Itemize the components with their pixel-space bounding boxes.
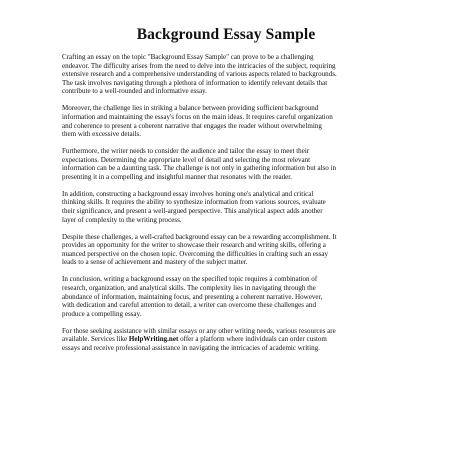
- paragraph-line: information and maintaining the essay's focus on the main ideas. It requires careful organization: [62, 112, 333, 121]
- paragraph-4: [62, 190, 390, 224]
- paragraph-line: thinking skills. It requires the ability to synthesize information from various sources, evaluate: [62, 198, 326, 207]
- paragraph-line: Crafting an essay on the topic "Background Essay Sample" can prove to be a challenging: [62, 53, 314, 61]
- paragraph-line: contribute to a well-rounded and informative essay.: [62, 87, 207, 96]
- document-title: Background Essay Sample: [136, 26, 316, 43]
- paragraph-line: Moreover, the challenge lies in striking a balance between providing sufficient background: [62, 104, 319, 113]
- closing-paragraph: [62, 327, 390, 353]
- paragraph-line: [62, 335, 390, 344]
- paragraph-line: provides an opportunity for the writer to showcase their research and writing skills, offering a: [62, 241, 326, 250]
- paragraph-line: research, organization, and analytical skills. The complexity lies in navigating through the: [62, 284, 316, 293]
- paragraph-3: [62, 147, 390, 181]
- closing-text-before: available. Services like: [62, 335, 129, 344]
- paragraph-line: endeavor. The difficulty arises from the need to delve into the intricacies of the subject, requiring: [62, 61, 336, 70]
- paragraph-line: presenting it in a compelling and insightful manner that resonates with the reader.: [62, 172, 292, 181]
- helpwriting-link[interactable]: HelpWriting.net: [128, 335, 179, 344]
- paragraph-line: their significance, and present a well-argued perspective. This analytical aspect adds another: [62, 207, 323, 216]
- paragraph-line: abundance of information, maintaining focus, and presenting a coherent narrative. However,: [62, 292, 323, 301]
- closing-text-after: offer a platform where individuals can order custom: [178, 335, 327, 344]
- paragraph-line: leads to a sense of achievement and mastery of the subject matter.: [62, 258, 248, 267]
- paragraph-line: layer of complexity to the writing process.: [62, 215, 182, 224]
- paragraph-line: them with excessive details.: [62, 130, 142, 139]
- paragraph-2: [62, 104, 390, 138]
- paragraph-line: Furthermore, the writer needs to consider the audience and tailor the essay to meet their: [62, 147, 310, 156]
- paragraph-1: [62, 53, 390, 96]
- paragraph-line: In addition, constructing a background essay involves honing one's analytical and critical: [62, 189, 314, 198]
- paragraph-line: Despite these challenges, a well-crafted background essay can be a rewarding accomplishment. It: [62, 232, 337, 241]
- paragraph-line: produce a compelling essay.: [62, 309, 142, 318]
- paragraph-line: In conclusion, writing a background essay on the specified topic requires a combination of: [62, 275, 318, 284]
- paragraph-6: [62, 275, 390, 318]
- paragraph-line: For those seeking assistance with similar essays or any other writing needs, various resources are: [62, 326, 336, 335]
- paragraph-line: The task involves navigating through a plethora of information to identify relevant details that: [62, 78, 328, 87]
- paragraph-line: extensive research and a comprehensive understanding of various aspects related to backgrounds.: [62, 70, 337, 79]
- paragraph-line: nuanced perspective on the chosen topic. Overcoming the difficulties in crafting such an essay: [62, 249, 328, 258]
- paragraph-line: information can be a daunting task. The challenge is not only in gathering information but also in: [62, 164, 337, 173]
- paragraph-5: [62, 233, 390, 267]
- paragraph-line: essays and receive professional assistance in navigating the intricacies of academic writing.: [62, 343, 320, 352]
- paragraph-line: expectations. Determining the appropriate level of detail and selecting the most relevant: [62, 155, 311, 164]
- paragraph-line: with dedication and careful attention to detail, a writer can overcome these challenges and: [62, 301, 316, 310]
- paragraph-line: and coherence to present a coherent narrative that engages the reader without overwhelming: [62, 121, 322, 130]
